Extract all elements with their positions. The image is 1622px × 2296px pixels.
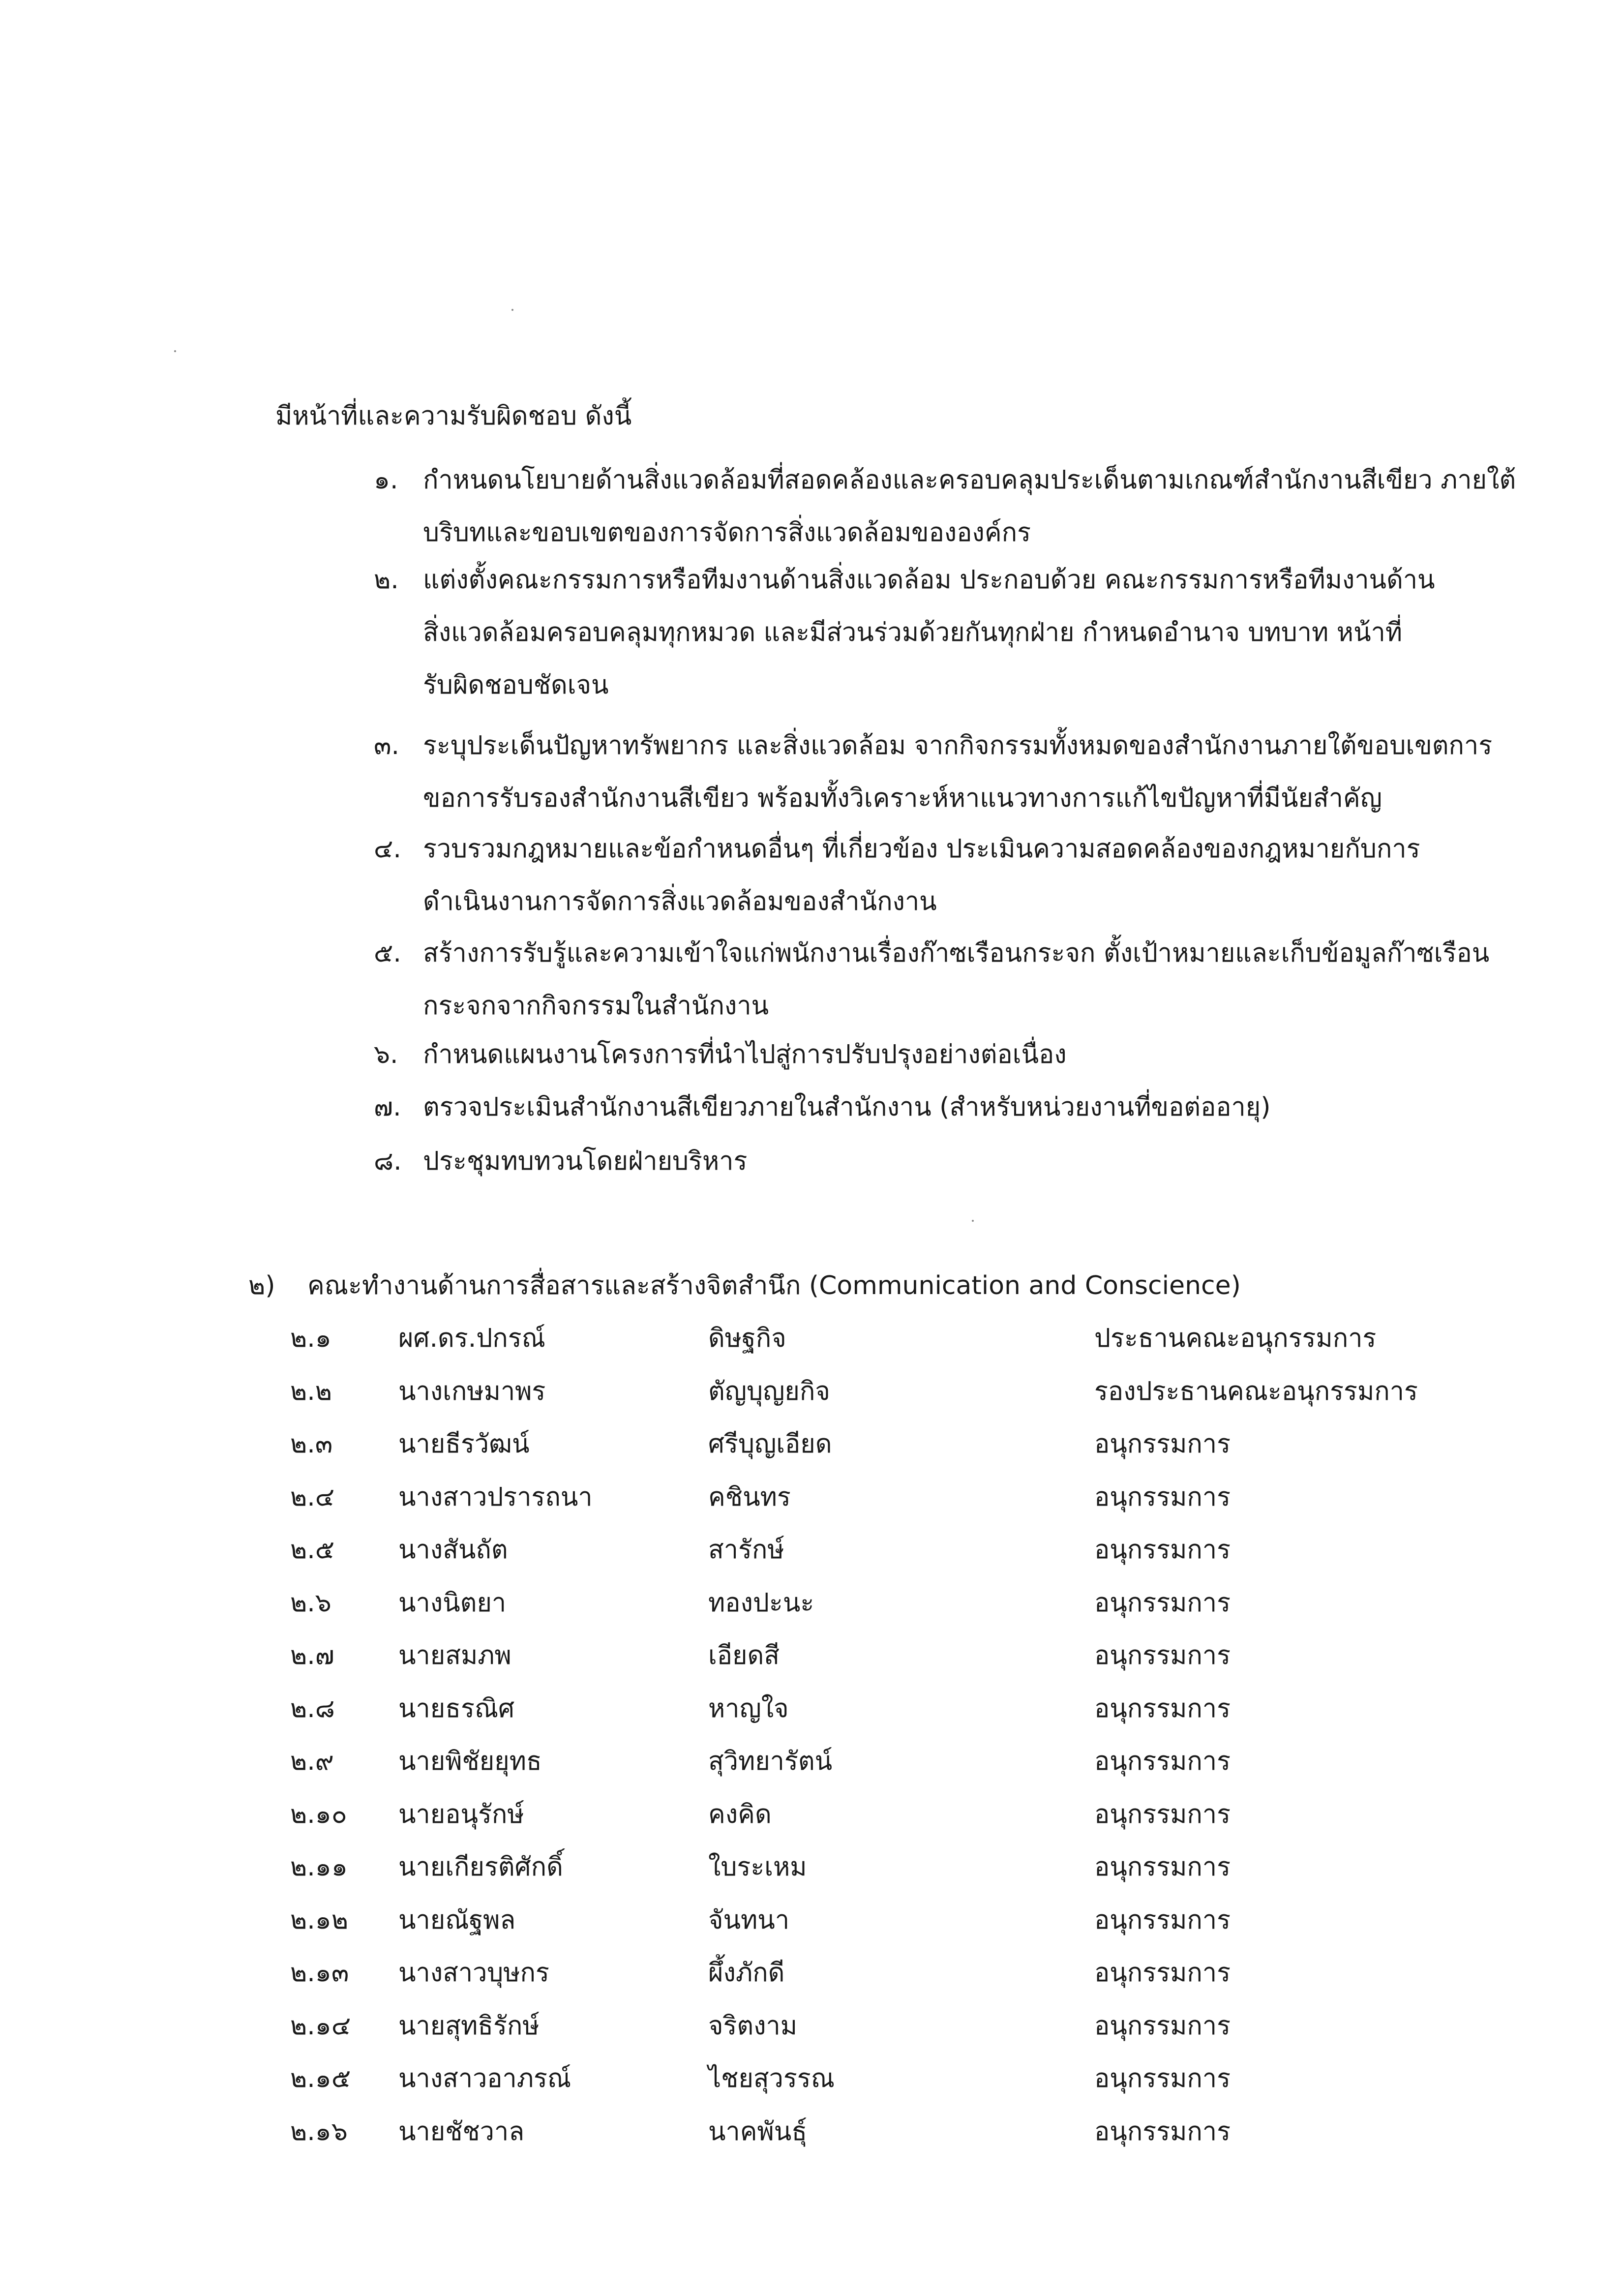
duty-text-line: สิ่งแวดล้อมครอบคลุมทุกหมวด และมีส่วนร่วมด้วยกันทุกฝ่าย กำหนดอำนาจ บทบาท หน้าที่ [423,618,1403,647]
member-number: ๒.๔ [290,1482,335,1512]
scan-speck [972,1220,974,1222]
member-first-name: นายธีรวัฒน์ [398,1429,530,1459]
duty-number: ๓. [374,731,400,760]
member-first-name: นายสมภพ [398,1641,511,1670]
member-last-name: ทองปะนะ [708,1588,814,1618]
member-number: ๒.๓ [290,1429,333,1459]
member-last-name: ดิษฐกิจ [708,1324,786,1353]
duty-number: ๗. [374,1092,401,1122]
scan-speck [511,309,513,311]
duty-text-line: สร้างการรับรู้และความเข้าใจแก่พนักงานเรื่องก๊าซเรือนกระจก ตั้งเป้าหมายและเก็บข้อมูลก๊าซเรือน [423,938,1490,968]
member-number: ๒.๘ [290,1694,335,1723]
member-role: อนุกรรมการ [1094,2117,1231,2146]
member-first-name: นายอนุรักษ์ [398,1800,524,1829]
duty-text-line: กำหนดนโยบายด้านสิ่งแวดล้อมที่สอดคล้องและครอบคลุมประเด็นตามเกณฑ์สำนักงานสีเขียว ภายใต้ [423,465,1516,495]
member-first-name: นางสาวอาภรณ์ [398,2064,571,2093]
member-number: ๒.๑๒ [290,1905,349,1935]
duty-text-line: รวบรวมกฎหมายและข้อกำหนดอื่นๆ ที่เกี่ยวข้อง ประเมินความสอดคล้องของกฎหมายกับการ [423,834,1420,864]
duty-text-line: ตรวจประเมินสำนักงานสีเขียวภายในสำนักงาน (สำหรับหน่วยงานที่ขอต่ออายุ) [423,1092,1271,1122]
member-first-name: นายชัชวาล [398,2117,525,2146]
member-first-name: นางเกษมาพร [398,1377,546,1406]
member-first-name: นางสันถัต [398,1535,508,1565]
duty-text-line: แต่งตั้งคณะกรรมการหรือทีมงานด้านสิ่งแวดล้อม ประกอบด้วย คณะกรรมการหรือทีมงานด้าน [423,565,1435,595]
member-last-name: หาญใจ [708,1694,789,1723]
member-last-name: ไชยสุวรรณ [708,2064,835,2093]
member-last-name: นาคพันธุ์ [708,2117,808,2146]
section-title: คณะทำงานด้านการสื่อสารและสร้างจิตสำนึก (Communication and Conscience) [307,1271,1241,1300]
member-last-name: จันทนา [708,1905,790,1935]
section-number: ๒) [248,1271,275,1300]
member-number: ๒.๑๓ [290,1958,349,1988]
member-role: อนุกรรมการ [1094,1958,1231,1988]
duty-number: ๖. [374,1040,398,1069]
scan-speck [174,350,176,352]
member-number: ๒.๕ [290,1535,335,1565]
member-role: อนุกรรมการ [1094,1694,1231,1723]
member-last-name: สุวิทยารัตน์ [708,1747,833,1776]
member-last-name: ผึ้งภักดี [708,1958,785,1988]
duty-text-line: บริบทและขอบเขตของการจัดการสิ่งแวดล้อมขององค์กร [423,518,1031,547]
duty-number: ๔. [374,834,401,864]
member-number: ๒.๑๔ [290,2011,351,2041]
member-last-name: คชินทร [708,1482,791,1512]
member-number: ๒.๑๕ [290,2064,351,2093]
member-first-name: นายธรณิศ [398,1694,515,1723]
member-role: ประธานคณะอนุกรรมการ [1094,1324,1377,1353]
member-last-name: จริตงาม [708,2011,798,2041]
member-role: อนุกรรมการ [1094,1535,1231,1565]
intro-heading: มีหน้าที่และความรับผิดชอบ ดังนี้ [275,401,632,431]
member-role: อนุกรรมการ [1094,1588,1231,1618]
member-first-name: นายสุทธิรักษ์ [398,2011,540,2041]
duty-text-line: กำหนดแผนงานโครงการที่นำไปสู่การปรับปรุงอย่างต่อเนื่อง [423,1040,1067,1069]
member-first-name: นางสาวบุษกร [398,1958,549,1988]
member-last-name: ใบระเหม [708,1852,807,1882]
duty-text-line: รับผิดชอบชัดเจน [423,670,609,700]
duty-text-line: ดำเนินงานการจัดการสิ่งแวดล้อมของสำนักงาน [423,887,937,916]
member-number: ๒.๒ [290,1377,332,1406]
member-role: อนุกรรมการ [1094,1482,1231,1512]
duty-number: ๕. [374,938,401,968]
member-first-name: นางสาวปรารถนา [398,1482,593,1512]
member-last-name: ศรีบุญเอียด [708,1429,832,1459]
member-number: ๒.๗ [290,1641,334,1670]
member-last-name: ตัญบุญยกิจ [708,1377,830,1406]
duty-number: ๒. [374,565,399,595]
duty-number: ๘. [374,1147,402,1176]
member-role: อนุกรรมการ [1094,1905,1231,1935]
member-number: ๒.๑๖ [290,2117,348,2146]
member-role: รองประธานคณะอนุกรรมการ [1094,1377,1418,1406]
member-role: อนุกรรมการ [1094,2064,1231,2093]
member-role: อนุกรรมการ [1094,2011,1231,2041]
member-number: ๒.๑ [290,1324,331,1353]
member-first-name: นายพิชัยยุทธ [398,1747,542,1776]
member-role: อนุกรรมการ [1094,1747,1231,1776]
member-last-name: คงคิด [708,1800,772,1829]
duty-text-line: ระบุประเด็นปัญหาทรัพยากร และสิ่งแวดล้อม จากกิจกรรมทั้งหมดของสำนักงานภายใต้ขอบเขตการ [423,731,1493,760]
member-number: ๒.๖ [290,1588,331,1618]
member-number: ๒.๑๑ [290,1852,348,1882]
duty-text-line: ประชุมทบทวนโดยฝ่ายบริหาร [423,1147,748,1176]
member-last-name: เอียดสี [708,1641,780,1670]
member-first-name: ผศ.ดร.ปกรณ์ [398,1324,545,1353]
duty-text-line: ขอการรับรองสำนักงานสีเขียว พร้อมทั้งวิเคราะห์หาแนวทางการแก้ไขปัญหาที่มีนัยสำคัญ [423,784,1382,813]
member-number: ๒.๑๐ [290,1800,347,1829]
member-role: อนุกรรมการ [1094,1800,1231,1829]
member-role: อนุกรรมการ [1094,1852,1231,1882]
duty-text-line: กระจกจากกิจกรรมในสำนักงาน [423,991,769,1021]
member-number: ๒.๙ [290,1747,334,1776]
member-first-name: นางนิตยา [398,1588,507,1618]
member-role: อนุกรรมการ [1094,1641,1231,1670]
member-first-name: นายเกียรติศักดิ์ [398,1852,563,1882]
duty-number: ๑. [374,465,398,495]
member-first-name: นายณัฐพล [398,1905,516,1935]
member-last-name: สารักษ์ [708,1535,784,1565]
member-role: อนุกรรมการ [1094,1429,1231,1459]
